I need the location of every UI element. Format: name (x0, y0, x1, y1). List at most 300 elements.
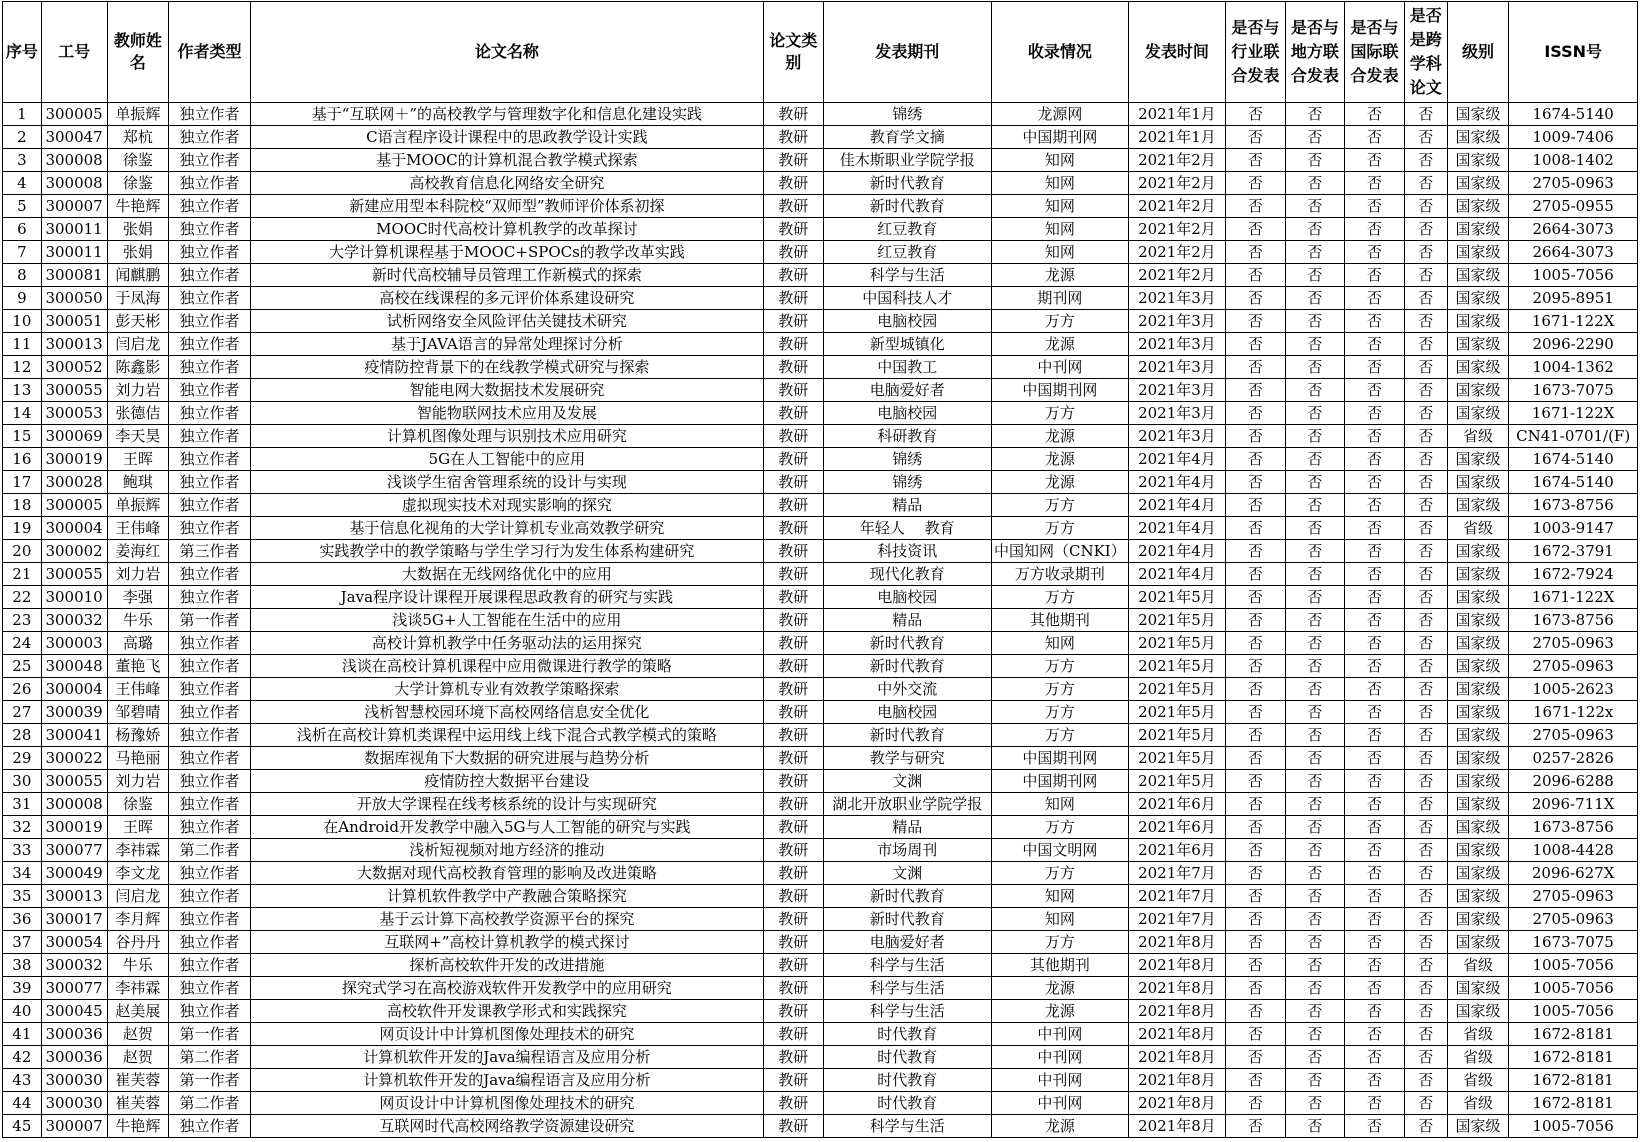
cell-paper-title: 浅谈在高校计算机课程中应用微课进行教学的策略 (250, 655, 763, 678)
cell-publish-date: 2021年2月 (1128, 218, 1225, 241)
cell-interdisciplinary: 否 (1404, 264, 1447, 287)
cell-indexing: 龙源 (991, 977, 1128, 1000)
cell-paper-category: 教研 (764, 241, 824, 264)
cell-publish-date: 2021年5月 (1128, 701, 1225, 724)
cell-author-type: 独立作者 (169, 954, 251, 977)
cell-local-joint: 否 (1285, 1092, 1345, 1115)
cell-paper-title: 智能电网大数据技术发展研究 (250, 379, 763, 402)
cell-indexing: 知网 (991, 908, 1128, 931)
cell-international-joint: 否 (1345, 425, 1405, 448)
cell-level: 国家级 (1447, 471, 1509, 494)
cell-indexing: 龙源 (991, 471, 1128, 494)
table-row (3, 264, 1638, 287)
cell-international-joint: 否 (1345, 839, 1405, 862)
header-local-joint: 是否与地方联合发表 (1285, 2, 1345, 103)
cell-teacher-name: 于凤海 (107, 287, 169, 310)
cell-issn: 1008-1402 (1509, 149, 1638, 172)
cell-industry-joint: 否 (1226, 494, 1286, 517)
cell-interdisciplinary: 否 (1404, 218, 1447, 241)
cell-international-joint: 否 (1345, 1092, 1405, 1115)
cell-level: 国家级 (1447, 172, 1509, 195)
cell-staff-id: 300055 (41, 770, 107, 793)
cell-journal: 锦绣 (823, 103, 991, 126)
table-row (3, 586, 1638, 609)
cell-teacher-name: 李天昊 (107, 425, 169, 448)
cell-indexing: 龙源 (991, 333, 1128, 356)
cell-journal: 中外交流 (823, 678, 991, 701)
cell-teacher-name: 王伟峰 (107, 517, 169, 540)
cell-international-joint: 否 (1345, 563, 1405, 586)
cell-local-joint: 否 (1285, 264, 1345, 287)
cell-industry-joint: 否 (1226, 1115, 1286, 1138)
cell-publish-date: 2021年2月 (1128, 241, 1225, 264)
cell-industry-joint: 否 (1226, 609, 1286, 632)
table-row (3, 1092, 1638, 1115)
cell-staff-id: 300047 (41, 126, 107, 149)
cell-index: 43 (3, 1069, 42, 1092)
cell-interdisciplinary: 否 (1404, 379, 1447, 402)
cell-teacher-name: 王晖 (107, 816, 169, 839)
cell-author-type: 第一作者 (169, 1023, 251, 1046)
cell-teacher-name: 单振辉 (107, 494, 169, 517)
cell-paper-title: 大学计算机专业有效教学策略探索 (250, 678, 763, 701)
cell-teacher-name: 闫启龙 (107, 333, 169, 356)
cell-paper-category: 教研 (764, 632, 824, 655)
cell-index: 19 (3, 517, 42, 540)
table-row (3, 655, 1638, 678)
cell-paper-title: 大数据对现代高校教育管理的影响及改进策略 (250, 862, 763, 885)
table-row (3, 172, 1638, 195)
cell-international-joint: 否 (1345, 1023, 1405, 1046)
cell-paper-category: 教研 (764, 862, 824, 885)
cell-international-joint: 否 (1345, 1115, 1405, 1138)
table-row (3, 402, 1638, 425)
cell-author-type: 第一作者 (169, 609, 251, 632)
cell-level: 国家级 (1447, 310, 1509, 333)
cell-level: 国家级 (1447, 885, 1509, 908)
cell-author-type: 独立作者 (169, 287, 251, 310)
cell-paper-category: 教研 (764, 540, 824, 563)
cell-industry-joint: 否 (1226, 356, 1286, 379)
cell-local-joint: 否 (1285, 632, 1345, 655)
cell-publish-date: 2021年3月 (1128, 425, 1225, 448)
cell-journal: 教学与研究 (823, 747, 991, 770)
cell-staff-id: 300007 (41, 1115, 107, 1138)
cell-local-joint: 否 (1285, 471, 1345, 494)
cell-paper-title: 大数据在无线网络优化中的应用 (250, 563, 763, 586)
cell-interdisciplinary: 否 (1404, 793, 1447, 816)
cell-indexing: 中刊网 (991, 1046, 1128, 1069)
table-row (3, 701, 1638, 724)
cell-author-type: 独立作者 (169, 1000, 251, 1023)
cell-journal: 年轻人 教育 (823, 517, 991, 540)
cell-journal: 中国教工 (823, 356, 991, 379)
cell-teacher-name: 张娟 (107, 218, 169, 241)
cell-industry-joint: 否 (1226, 425, 1286, 448)
cell-index: 14 (3, 402, 42, 425)
cell-journal: 科学与生活 (823, 1000, 991, 1023)
cell-international-joint: 否 (1345, 931, 1405, 954)
table-row (3, 908, 1638, 931)
table-row (3, 977, 1638, 1000)
cell-teacher-name: 李月辉 (107, 908, 169, 931)
cell-issn: 1009-7406 (1509, 126, 1638, 149)
cell-paper-title: 浅析短视频对地方经济的推动 (250, 839, 763, 862)
cell-paper-title: 高校教育信息化网络安全研究 (250, 172, 763, 195)
cell-publish-date: 2021年8月 (1128, 1092, 1225, 1115)
cell-staff-id: 300019 (41, 448, 107, 471)
cell-journal: 电脑校园 (823, 402, 991, 425)
cell-index: 12 (3, 356, 42, 379)
cell-local-joint: 否 (1285, 1046, 1345, 1069)
cell-local-joint: 否 (1285, 747, 1345, 770)
cell-paper-title: 互联网+”高校计算机教学的模式探讨 (250, 931, 763, 954)
cell-paper-title: 新建应用型本科院校“双师型”教师评价体系初探 (250, 195, 763, 218)
cell-publish-date: 2021年3月 (1128, 310, 1225, 333)
cell-issn: 1003-9147 (1509, 517, 1638, 540)
cell-level: 国家级 (1447, 839, 1509, 862)
cell-interdisciplinary: 否 (1404, 517, 1447, 540)
cell-publish-date: 2021年5月 (1128, 770, 1225, 793)
cell-index: 44 (3, 1092, 42, 1115)
cell-paper-category: 教研 (764, 1092, 824, 1115)
cell-paper-category: 教研 (764, 793, 824, 816)
cell-index: 7 (3, 241, 42, 264)
cell-index: 16 (3, 448, 42, 471)
cell-level: 国家级 (1447, 149, 1509, 172)
cell-international-joint: 否 (1345, 701, 1405, 724)
cell-author-type: 独立作者 (169, 747, 251, 770)
cell-author-type: 独立作者 (169, 793, 251, 816)
cell-international-joint: 否 (1345, 149, 1405, 172)
cell-author-type: 独立作者 (169, 678, 251, 701)
cell-paper-title: 高校软件开发课教学形式和实践探究 (250, 1000, 763, 1023)
cell-paper-category: 教研 (764, 977, 824, 1000)
cell-local-joint: 否 (1285, 287, 1345, 310)
cell-interdisciplinary: 否 (1404, 425, 1447, 448)
cell-industry-joint: 否 (1226, 471, 1286, 494)
cell-publish-date: 2021年4月 (1128, 540, 1225, 563)
cell-indexing: 中刊网 (991, 1069, 1128, 1092)
cell-interdisciplinary: 否 (1404, 724, 1447, 747)
cell-journal: 精品 (823, 816, 991, 839)
cell-local-joint: 否 (1285, 195, 1345, 218)
cell-journal: 科技资讯 (823, 540, 991, 563)
cell-paper-title: 计算机软件教学中产教融合策略探究 (250, 885, 763, 908)
cell-level: 省级 (1447, 954, 1509, 977)
table-row (3, 1046, 1638, 1069)
cell-issn: CN41-0701/(F) (1509, 425, 1638, 448)
cell-interdisciplinary: 否 (1404, 816, 1447, 839)
cell-local-joint: 否 (1285, 517, 1345, 540)
cell-level: 国家级 (1447, 379, 1509, 402)
cell-publish-date: 2021年8月 (1128, 954, 1225, 977)
cell-publish-date: 2021年5月 (1128, 586, 1225, 609)
cell-indexing: 万方 (991, 931, 1128, 954)
cell-staff-id: 300005 (41, 494, 107, 517)
table-row (3, 356, 1638, 379)
cell-paper-category: 教研 (764, 218, 824, 241)
cell-paper-category: 教研 (764, 333, 824, 356)
cell-paper-category: 教研 (764, 448, 824, 471)
cell-local-joint: 否 (1285, 678, 1345, 701)
cell-teacher-name: 杨豫娇 (107, 724, 169, 747)
cell-issn: 1674-5140 (1509, 448, 1638, 471)
cell-local-joint: 否 (1285, 126, 1345, 149)
cell-journal: 新时代教育 (823, 172, 991, 195)
cell-issn: 1672-8181 (1509, 1092, 1638, 1115)
cell-paper-category: 教研 (764, 379, 824, 402)
cell-index: 25 (3, 655, 42, 678)
cell-journal: 新型城镇化 (823, 333, 991, 356)
header-issn: ISSN号 (1509, 2, 1638, 103)
cell-international-joint: 否 (1345, 540, 1405, 563)
cell-teacher-name: 刘力岩 (107, 379, 169, 402)
cell-international-joint: 否 (1345, 655, 1405, 678)
cell-index: 15 (3, 425, 42, 448)
cell-journal: 时代教育 (823, 1092, 991, 1115)
cell-index: 29 (3, 747, 42, 770)
cell-indexing: 知网 (991, 632, 1128, 655)
cell-author-type: 独立作者 (169, 1115, 251, 1138)
cell-industry-joint: 否 (1226, 218, 1286, 241)
cell-paper-category: 教研 (764, 655, 824, 678)
cell-teacher-name: 刘力岩 (107, 563, 169, 586)
cell-staff-id: 300051 (41, 310, 107, 333)
cell-author-type: 独立作者 (169, 563, 251, 586)
cell-local-joint: 否 (1285, 655, 1345, 678)
cell-staff-id: 300049 (41, 862, 107, 885)
cell-author-type: 独立作者 (169, 126, 251, 149)
cell-teacher-name: 闫启龙 (107, 885, 169, 908)
cell-issn: 1671-122x (1509, 701, 1638, 724)
cell-author-type: 独立作者 (169, 218, 251, 241)
cell-publish-date: 2021年8月 (1128, 1115, 1225, 1138)
cell-interdisciplinary: 否 (1404, 1000, 1447, 1023)
cell-level: 国家级 (1447, 770, 1509, 793)
cell-international-joint: 否 (1345, 126, 1405, 149)
cell-index: 1 (3, 103, 42, 126)
cell-author-type: 独立作者 (169, 931, 251, 954)
cell-paper-title: C语言程序设计课程中的思政教学设计实践 (250, 126, 763, 149)
cell-teacher-name: 李文龙 (107, 862, 169, 885)
cell-local-joint: 否 (1285, 931, 1345, 954)
cell-staff-id: 300011 (41, 241, 107, 264)
cell-staff-id: 300055 (41, 563, 107, 586)
cell-international-joint: 否 (1345, 333, 1405, 356)
cell-local-joint: 否 (1285, 793, 1345, 816)
cell-publish-date: 2021年2月 (1128, 264, 1225, 287)
cell-international-joint: 否 (1345, 448, 1405, 471)
cell-paper-title: 试析网络安全风险评估关键技术研究 (250, 310, 763, 333)
cell-level: 省级 (1447, 425, 1509, 448)
cell-issn: 1672-7924 (1509, 563, 1638, 586)
cell-issn: 2705-0963 (1509, 908, 1638, 931)
cell-industry-joint: 否 (1226, 701, 1286, 724)
cell-staff-id: 300045 (41, 1000, 107, 1023)
table-row (3, 333, 1638, 356)
cell-publish-date: 2021年6月 (1128, 793, 1225, 816)
cell-local-joint: 否 (1285, 885, 1345, 908)
cell-index: 13 (3, 379, 42, 402)
cell-level: 国家级 (1447, 448, 1509, 471)
cell-publish-date: 2021年4月 (1128, 448, 1225, 471)
cell-issn: 2096-2290 (1509, 333, 1638, 356)
header-staff-id: 工号 (41, 2, 107, 103)
table-row (3, 862, 1638, 885)
cell-publish-date: 2021年1月 (1128, 103, 1225, 126)
cell-local-joint: 否 (1285, 402, 1345, 425)
cell-international-joint: 否 (1345, 816, 1405, 839)
cell-index: 10 (3, 310, 42, 333)
cell-indexing: 万方 (991, 310, 1128, 333)
table-row (3, 241, 1638, 264)
cell-international-joint: 否 (1345, 1000, 1405, 1023)
cell-index: 17 (3, 471, 42, 494)
cell-staff-id: 300055 (41, 379, 107, 402)
cell-paper-category: 教研 (764, 425, 824, 448)
cell-publish-date: 2021年4月 (1128, 517, 1225, 540)
cell-publish-date: 2021年1月 (1128, 126, 1225, 149)
cell-teacher-name: 牛艳辉 (107, 195, 169, 218)
cell-interdisciplinary: 否 (1404, 1046, 1447, 1069)
cell-paper-title: 虚拟现实技术对现实影响的探究 (250, 494, 763, 517)
cell-index: 28 (3, 724, 42, 747)
cell-staff-id: 300039 (41, 701, 107, 724)
cell-industry-joint: 否 (1226, 1046, 1286, 1069)
header-paper-category: 论文类别 (764, 2, 824, 103)
cell-journal: 红豆教育 (823, 218, 991, 241)
cell-level: 国家级 (1447, 241, 1509, 264)
cell-level: 国家级 (1447, 609, 1509, 632)
header-publish-date: 发表时间 (1128, 2, 1225, 103)
cell-level: 国家级 (1447, 1115, 1509, 1138)
cell-journal: 中国科技人才 (823, 287, 991, 310)
table-row (3, 1115, 1638, 1138)
cell-indexing: 万方 (991, 862, 1128, 885)
cell-index: 39 (3, 977, 42, 1000)
cell-journal: 电脑校园 (823, 701, 991, 724)
cell-level: 国家级 (1447, 402, 1509, 425)
cell-index: 45 (3, 1115, 42, 1138)
cell-staff-id: 300032 (41, 954, 107, 977)
cell-staff-id: 300013 (41, 885, 107, 908)
cell-author-type: 独立作者 (169, 241, 251, 264)
cell-international-joint: 否 (1345, 218, 1405, 241)
table-row (3, 632, 1638, 655)
cell-industry-joint: 否 (1226, 333, 1286, 356)
cell-industry-joint: 否 (1226, 977, 1286, 1000)
table-row (3, 609, 1638, 632)
cell-staff-id: 300050 (41, 287, 107, 310)
cell-indexing: 期刊网 (991, 287, 1128, 310)
cell-interdisciplinary: 否 (1404, 126, 1447, 149)
cell-teacher-name: 马艳丽 (107, 747, 169, 770)
cell-index: 23 (3, 609, 42, 632)
cell-paper-category: 教研 (764, 724, 824, 747)
cell-publish-date: 2021年5月 (1128, 609, 1225, 632)
cell-industry-joint: 否 (1226, 632, 1286, 655)
cell-local-joint: 否 (1285, 149, 1345, 172)
cell-teacher-name: 刘力岩 (107, 770, 169, 793)
cell-interdisciplinary: 否 (1404, 862, 1447, 885)
cell-teacher-name: 牛艳辉 (107, 1115, 169, 1138)
table-row (3, 448, 1638, 471)
cell-indexing: 龙源 (991, 448, 1128, 471)
cell-journal: 新时代教育 (823, 724, 991, 747)
cell-indexing: 中国文明网 (991, 839, 1128, 862)
cell-teacher-name: 徐鉴 (107, 793, 169, 816)
cell-interdisciplinary: 否 (1404, 287, 1447, 310)
cell-index: 26 (3, 678, 42, 701)
cell-author-type: 独立作者 (169, 356, 251, 379)
table-row (3, 1023, 1638, 1046)
cell-level: 国家级 (1447, 793, 1509, 816)
cell-indexing: 中国知网（CNKI） (991, 540, 1128, 563)
cell-issn: 1673-8756 (1509, 494, 1638, 517)
table-row (3, 724, 1638, 747)
cell-industry-joint: 否 (1226, 747, 1286, 770)
cell-local-joint: 否 (1285, 1000, 1345, 1023)
cell-author-type: 独立作者 (169, 632, 251, 655)
cell-international-joint: 否 (1345, 264, 1405, 287)
cell-paper-category: 教研 (764, 1046, 824, 1069)
cell-teacher-name: 单振辉 (107, 103, 169, 126)
cell-publish-date: 2021年3月 (1128, 287, 1225, 310)
cell-local-joint: 否 (1285, 333, 1345, 356)
cell-issn: 1005-7056 (1509, 954, 1638, 977)
cell-index: 5 (3, 195, 42, 218)
cell-paper-title: 互联网时代高校网络教学资源建设研究 (250, 1115, 763, 1138)
cell-paper-category: 教研 (764, 471, 824, 494)
cell-issn: 1671-122X (1509, 586, 1638, 609)
table-row (3, 310, 1638, 333)
cell-interdisciplinary: 否 (1404, 540, 1447, 563)
cell-paper-category: 教研 (764, 1000, 824, 1023)
cell-issn: 1004-1362 (1509, 356, 1638, 379)
cell-local-joint: 否 (1285, 701, 1345, 724)
table-row (3, 195, 1638, 218)
cell-author-type: 独立作者 (169, 494, 251, 517)
cell-teacher-name: 闻麒鹏 (107, 264, 169, 287)
cell-international-joint: 否 (1345, 977, 1405, 1000)
cell-level: 省级 (1447, 1092, 1509, 1115)
cell-indexing: 中国期刊网 (991, 770, 1128, 793)
cell-index: 11 (3, 333, 42, 356)
cell-industry-joint: 否 (1226, 563, 1286, 586)
cell-staff-id: 300013 (41, 333, 107, 356)
cell-journal: 时代教育 (823, 1023, 991, 1046)
cell-international-joint: 否 (1345, 379, 1405, 402)
cell-paper-title: 浅析在高校计算机类课程中运用线上线下混合式教学模式的策略 (250, 724, 763, 747)
cell-paper-category: 教研 (764, 701, 824, 724)
cell-issn: 2664-3073 (1509, 218, 1638, 241)
table-row (3, 770, 1638, 793)
cell-local-joint: 否 (1285, 816, 1345, 839)
cell-publish-date: 2021年8月 (1128, 931, 1225, 954)
cell-international-joint: 否 (1345, 586, 1405, 609)
cell-local-joint: 否 (1285, 724, 1345, 747)
cell-paper-category: 教研 (764, 264, 824, 287)
cell-staff-id: 300077 (41, 977, 107, 1000)
cell-issn: 2705-0955 (1509, 195, 1638, 218)
cell-local-joint: 否 (1285, 908, 1345, 931)
cell-paper-category: 教研 (764, 908, 824, 931)
cell-paper-title: 高校计算机教学中任务驱动法的运用探究 (250, 632, 763, 655)
cell-indexing: 万方 (991, 678, 1128, 701)
cell-interdisciplinary: 否 (1404, 977, 1447, 1000)
cell-publish-date: 2021年4月 (1128, 494, 1225, 517)
